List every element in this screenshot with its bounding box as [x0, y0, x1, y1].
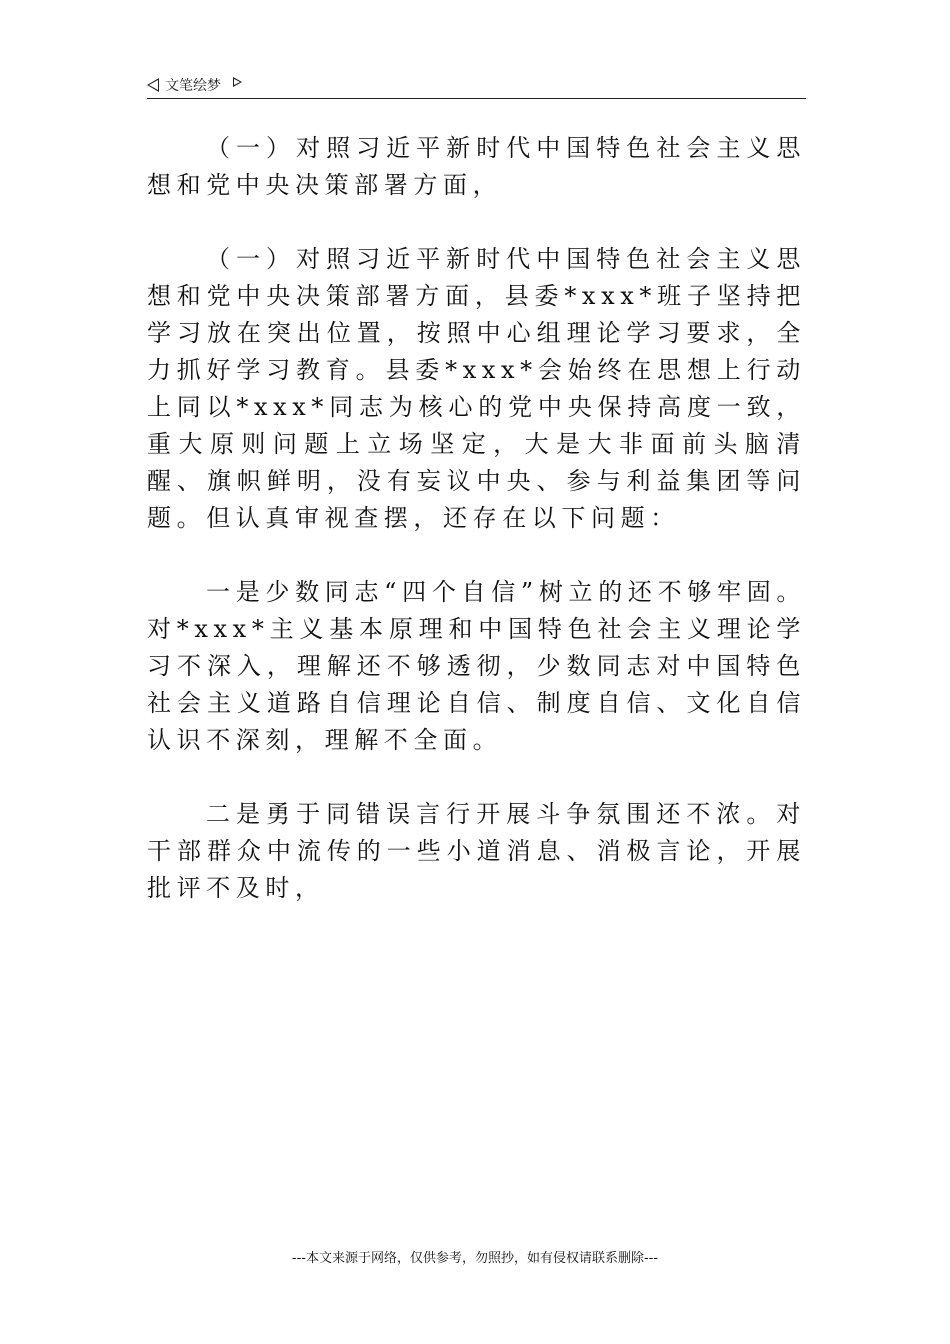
- page-header: [147, 72, 806, 99]
- footer-disclaimer: ---本文来源于网络，仅供参考，勿照抄，如有侵权请联系删除---: [291, 1251, 659, 1266]
- document-body: [147, 130, 806, 944]
- paragraph-1: （一）对照习近平新时代中国特色社会主义思想和党中央决策部署方面，: [147, 134, 806, 199]
- triangle-left-icon: [147, 78, 159, 92]
- header-title: 文笔绘梦: [165, 78, 221, 94]
- paragraph-2: （一）对照习近平新时代中国特色社会主义思想和党中央决策部署方面，县委*xxx*班子坚持把学习放在突出位置，按照中心组理论学习要求，全力抓好学习教育。县委*xxx*会始终在思想上行动上同以*xxx*同志为核心的党中央保持高度一致，重大原则问题上立场坚定，大是大非面前头脑清醒、旗帜鲜明，没有妄议中央、参与利益集团等问题。但认真审视查摆，还存在以下问题：: [147, 245, 806, 532]
- paragraph-3: 一是少数同志“四个自信”树立的还不够牢固。对*xxx*主义基本原理和中国特色社会主义理论学习不深入，理解还不够透彻，少数同志对中国特色社会主义道路自信理论自信、制度自信、文化自信认识不深刻，理解不全面。: [147, 578, 806, 754]
- paragraph-4: 二是勇于同错误言行开展斗争氛围还不浓。对干部群众中流传的一些小道消息、消极言论，开展批评不及时，: [147, 800, 806, 902]
- triangle-right-icon: [233, 77, 242, 87]
